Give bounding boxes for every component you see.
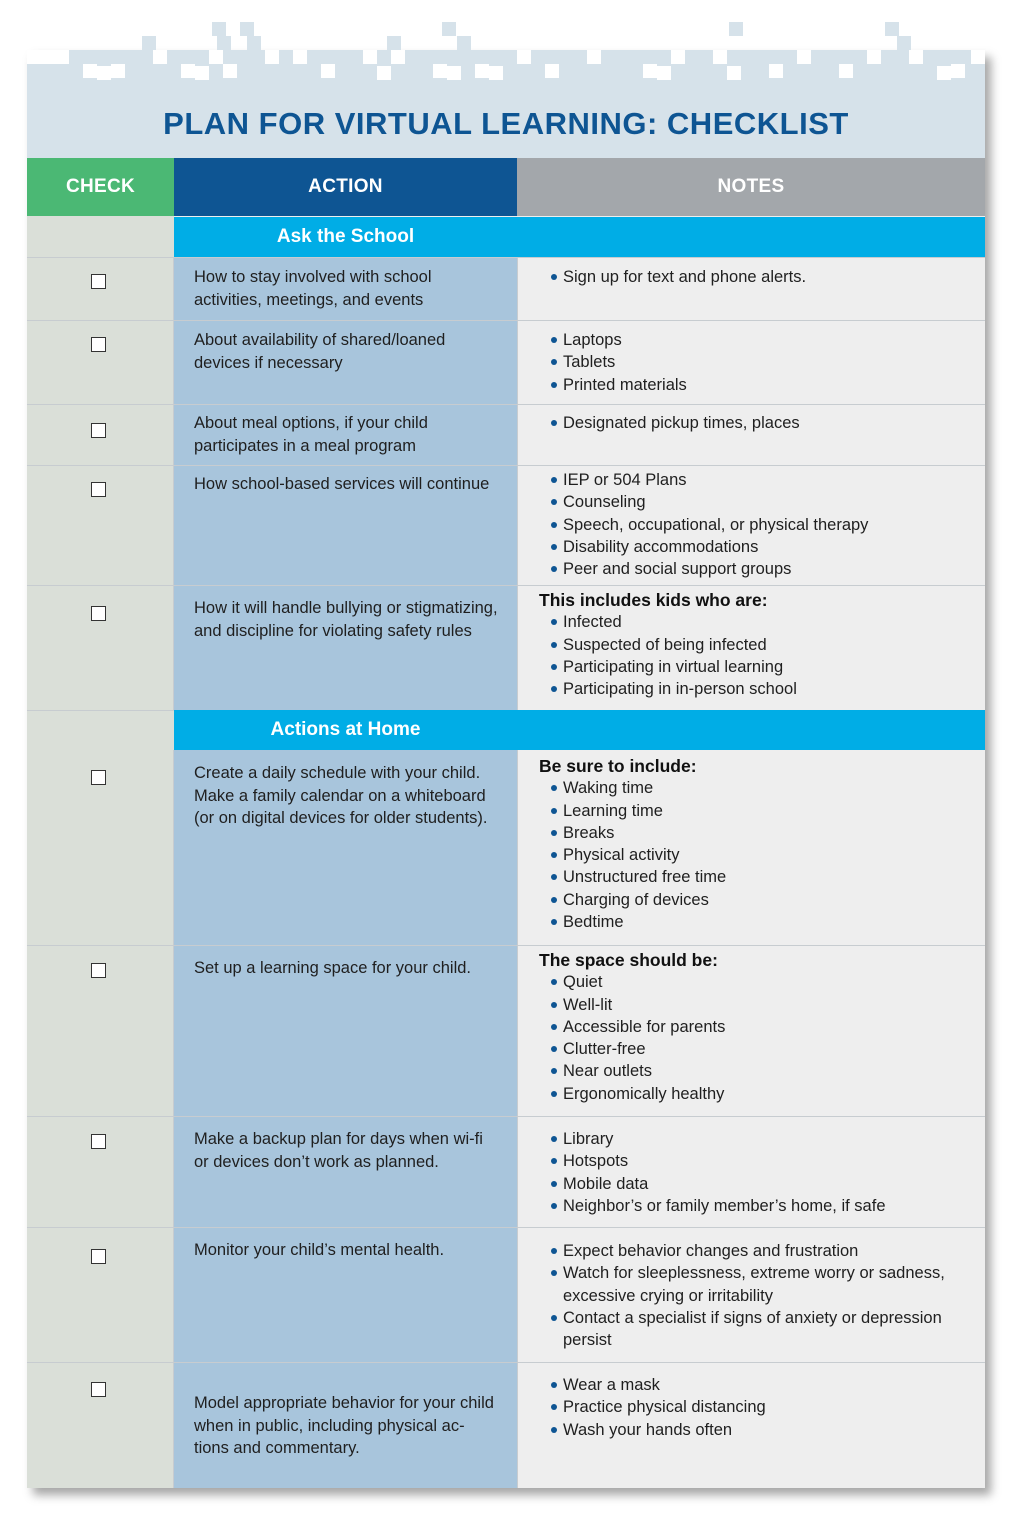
decorative-pixel (142, 36, 156, 50)
checklist-row (27, 465, 985, 585)
decorative-pixel (657, 66, 671, 80)
checkbox[interactable] (91, 423, 106, 438)
decorative-pixel (433, 64, 447, 78)
action-text: Set up a learning space for your child. (194, 959, 471, 977)
action-text: Create a daily schedule with your child. Make a family calendar on a whiteboard (or on digital devices for older students). (194, 764, 488, 827)
checkbox[interactable] (91, 963, 106, 978)
note-item: Learning time (549, 800, 977, 822)
note-item: Neighbor’s or family member’s home, if safe (549, 1195, 977, 1217)
note-item: Expect behavior changes and frustration (549, 1240, 977, 1262)
decorative-pixel (839, 64, 853, 78)
section-header-actions-home (174, 710, 985, 750)
column-header-notes: NOTES (517, 158, 985, 216)
decorative-pixel (713, 50, 727, 64)
decorative-pixel (769, 64, 783, 78)
note-item: Breaks (549, 822, 977, 844)
checkbox[interactable] (91, 606, 106, 621)
notes-list (539, 949, 977, 1105)
decorative-pixel (377, 66, 391, 80)
decorative-pixel (587, 50, 601, 64)
decorative-pixel (897, 36, 911, 50)
notes-list (549, 469, 977, 580)
column-header-check: CHECK (27, 158, 174, 216)
note-item: Clutter-free (549, 1038, 977, 1060)
note-item: Waking time (549, 777, 977, 799)
decorative-pixel (293, 50, 307, 64)
decorative-pixel (321, 64, 335, 78)
checkbox[interactable] (91, 1134, 106, 1149)
section-check-spacer (27, 216, 174, 257)
decorative-pixel (885, 22, 899, 36)
note-item: Watch for sleeplessness, extreme worry or sadness, excessive crying or irritability (549, 1262, 977, 1307)
notes-list (549, 1128, 977, 1217)
action-text: Model appropriate behavior for your child when in public, including physical ac- tions and commentary. (194, 1394, 494, 1457)
decorative-pixel (643, 64, 657, 78)
section-header-ask-school (174, 217, 985, 257)
notes-heading: This includes kids who are: (539, 590, 768, 610)
action-text: Monitor your child’s mental health. (194, 1241, 445, 1259)
note-item: Charging of devices (549, 889, 977, 911)
section-label: Actions at Home (270, 719, 421, 740)
note-item: Suspected of being infected (549, 634, 977, 656)
decorative-pixel (27, 50, 41, 64)
action-text: How it will handle bullying or stigmatizing, and discipline for violating safety rules (194, 599, 498, 640)
note-item: Well-lit (549, 994, 977, 1016)
note-item: Printed materials (549, 374, 977, 396)
note-item: Practice physical distancing (549, 1396, 977, 1418)
decorative-pixel (489, 66, 503, 80)
decorative-pixel (55, 50, 69, 64)
decorative-pixel (909, 50, 923, 64)
note-item: Hotspots (549, 1150, 977, 1172)
checkbox[interactable] (91, 274, 106, 289)
decorative-pixel (727, 66, 741, 80)
notes-heading: Be sure to include: (539, 756, 697, 776)
decorative-pixel (41, 50, 55, 64)
checklist-row (27, 257, 985, 320)
notes-list (549, 1240, 977, 1351)
section-label: Ask the School (276, 226, 415, 247)
checkbox[interactable] (91, 770, 106, 785)
column-header-action: ACTION (174, 158, 517, 216)
notes-list (549, 329, 977, 396)
decorative-pixel (671, 50, 685, 64)
section-check-spacer (27, 710, 174, 751)
decorative-pixel (442, 22, 456, 36)
checkbox[interactable] (91, 1382, 106, 1397)
decorative-pixel (797, 50, 811, 64)
checkbox[interactable] (91, 1249, 106, 1264)
checklist-row (27, 1362, 985, 1488)
note-item: Sign up for text and phone alerts. (549, 266, 977, 288)
note-item: Unstructured free time (549, 866, 977, 888)
note-item: Designated pickup times, places (549, 412, 977, 434)
note-item: Participating in in-person school (549, 678, 977, 700)
note-item: Counseling (549, 491, 977, 513)
decorative-pixel (545, 64, 559, 78)
decorative-pixel (971, 50, 985, 64)
decorative-pixel (729, 22, 743, 36)
checklist-row (27, 404, 985, 465)
note-item: Accessible for parents (549, 1016, 977, 1038)
checklist-row (27, 1116, 985, 1227)
decorative-pixel (447, 66, 461, 80)
note-item: Peer and social support groups (549, 558, 977, 580)
action-text: How school-based services will continue (194, 475, 490, 493)
checklist-row (27, 320, 985, 404)
checklist-row (27, 1227, 985, 1362)
decorative-pixel (195, 66, 209, 80)
notes-list (539, 589, 977, 700)
note-item: Quiet (549, 971, 977, 993)
decorative-pixel (363, 50, 377, 64)
decorative-pixel (217, 36, 231, 50)
note-item: Tablets (549, 351, 977, 373)
decorative-pixel (387, 36, 401, 50)
decorative-pixel (97, 66, 111, 80)
notes-list (539, 755, 977, 933)
decorative-pixel (391, 50, 405, 64)
decorative-pixel (111, 64, 125, 78)
note-item: Wash your hands often (549, 1419, 977, 1441)
note-item: Disability accommodations (549, 536, 977, 558)
decorative-pixel (240, 22, 254, 36)
decorative-pixel (951, 64, 965, 78)
note-item: Physical activity (549, 844, 977, 866)
decorative-pixel (83, 64, 97, 78)
note-item: Bedtime (549, 911, 977, 933)
decorative-pixel (153, 50, 167, 64)
action-text: Make a backup plan for days when wi-fi or devices don’t work as planned. (194, 1130, 483, 1171)
note-item: Speech, occupational, or physical therapy (549, 514, 977, 536)
decorative-pixel (223, 64, 237, 78)
page-title: PLAN FOR VIRTUAL LEARNING: CHECKLIST (163, 106, 849, 141)
note-item: Mobile data (549, 1173, 977, 1195)
decorative-pixel (247, 36, 261, 50)
decorative-pixel (475, 64, 489, 78)
decorative-pixel (265, 50, 279, 64)
note-item: IEP or 504 Plans (549, 469, 977, 491)
decorative-pixel (457, 36, 471, 50)
notes-list (549, 1374, 977, 1441)
note-item: Ergonomically healthy (549, 1083, 977, 1105)
note-item: Laptops (549, 329, 977, 351)
decorative-pixel (181, 64, 195, 78)
action-text: About meal options, if your child participates in a meal program (194, 414, 428, 455)
action-text: About availability of shared/loaned devices if necessary (194, 331, 446, 372)
decorative-pixel (867, 50, 881, 64)
decorative-pixel (209, 50, 223, 64)
checklist-row (27, 750, 985, 945)
notes-list (549, 412, 977, 434)
decorative-pixel (517, 50, 531, 64)
decorative-pixel (212, 22, 226, 36)
checkbox[interactable] (91, 482, 106, 497)
checklist-row (27, 945, 985, 1116)
note-item: Contact a specialist if signs of anxiety or depression persist (549, 1307, 977, 1352)
note-item: Wear a mask (549, 1374, 977, 1396)
note-item: Library (549, 1128, 977, 1150)
decorative-pixel (937, 66, 951, 80)
checkbox[interactable] (91, 337, 106, 352)
note-item: Participating in virtual learning (549, 656, 977, 678)
checklist-sheet (27, 50, 985, 1488)
notes-list (549, 266, 977, 288)
note-item: Near outlets (549, 1060, 977, 1082)
action-text: How to stay involved with school activities, meetings, and events (194, 268, 432, 309)
note-item: Infected (549, 611, 977, 633)
notes-heading: The space should be: (539, 950, 718, 970)
checklist-row (27, 585, 985, 710)
